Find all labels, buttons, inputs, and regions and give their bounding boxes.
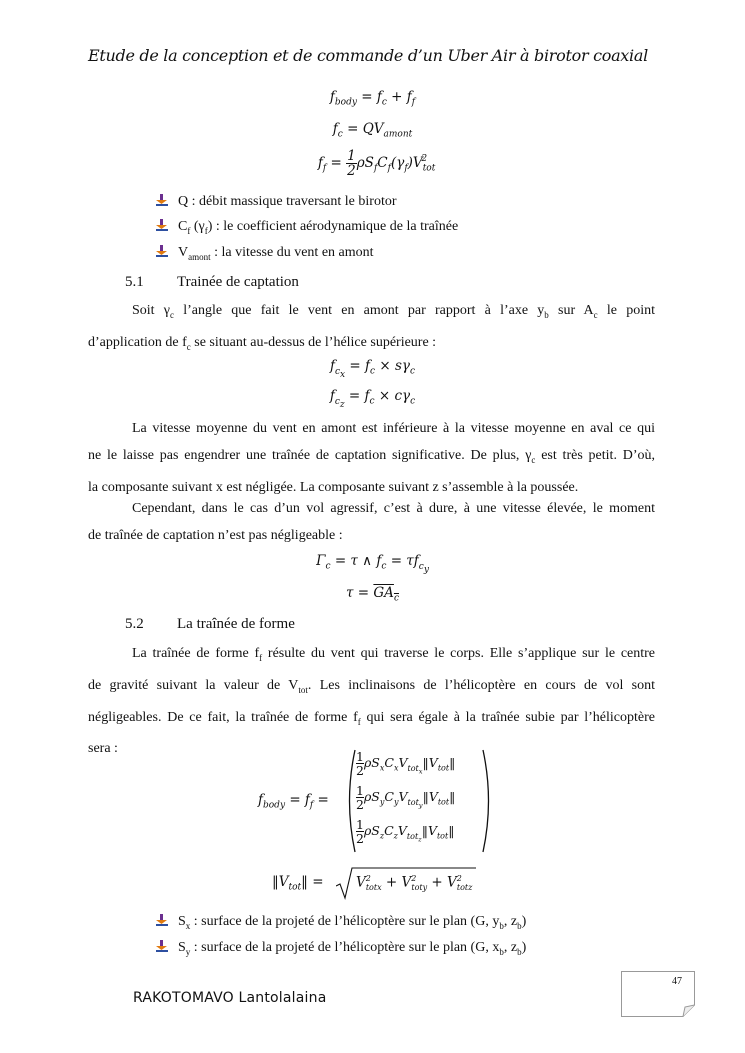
bullet-arrow-icon xyxy=(155,940,169,952)
bullet-sx: $S_x$ : surface de la projeté de l’hélicoptère sur le plan (G, $y_b$, $z_b$) xyxy=(155,914,526,931)
bullet-vamont: $V_{amont}$ : la vitesse du vent en amont xyxy=(155,245,374,262)
bullet-sy: $S_y$ : surface de la projeté de l’hélicoptère sur le plan (G, $x_b$, $z_b$) xyxy=(155,940,526,957)
right-paren xyxy=(480,748,496,854)
matrix-row-x: $\frac{1}{2}$ $\rho S_xC_xV_{tot_x}‖V_{tot}‖$ xyxy=(356,749,456,778)
footer-author: RAKOTOMAVO Lantolalaina xyxy=(133,990,327,1006)
paragraph-captation: Soit $\gamma_c$ l’angle que fait le vent en amont par rapport à l’axe $y_b$ sur $A_c$ le point d’application de $f_c$ se situant au-dessus de l’hélice supérieure : xyxy=(88,303,655,352)
section-heading-5-1: 5.1 Trainée de captation xyxy=(125,274,299,290)
equation-ff: $f_f$ = $\frac{1}{2}$ $\rho S_fC_f(\gamma_f)V_{tot}^2$ xyxy=(317,148,436,179)
bullet-q: Q : débit massique traversant le birotor xyxy=(155,194,397,210)
equation-gamma: $\Gamma_c = \tau$ ∧ $f_c = \tau f_{c_y}$ xyxy=(316,553,429,575)
equation-fcz: $f_{c_z} = f_c \times c\gamma_c$ xyxy=(329,388,416,410)
page-number: 47 xyxy=(672,976,682,987)
bullet-arrow-icon xyxy=(155,245,169,257)
matrix-row-y: $\frac{1}{2}$ $\rho S_yC_yV_{tot_y}‖V_{tot}‖$ xyxy=(356,783,456,812)
section-heading-5-2: 5.2 La traînée de forme xyxy=(125,616,295,632)
equation-norm-vtot: $‖V_{tot}‖$ = $V^2_{totx} + V^2_{toty} + V^2_{totz}$ xyxy=(272,866,492,900)
bullet-cf: $C_f$ $(\gamma_f)$ : le coefficient aérodynamique de la traînée xyxy=(155,219,458,236)
paragraph-vitesse: La vitesse moyenne du vent en amont est inférieure à la vitesse moyenne en aval ce qui ne le laisse pas engendrer une traînée de captation significative. De plus, $\gamma_c$ est très petit. D’où, la composante suivant x est négligée. La composante suivant z s’assemble à la poussée. xyxy=(88,421,656,495)
bullet-arrow-icon xyxy=(155,914,169,926)
bullet-arrow-icon xyxy=(155,194,169,206)
equation-tau: $\tau = GA_c$ xyxy=(346,585,399,604)
paragraph-vol-agressif: Cependant, dans le cas d’un vol agressif, c’est à dure, à une vitesse élevée, le moment de traînée de captation n’est pas négligeable : xyxy=(88,501,655,543)
document-header: Etude de la conception et de commande d’un Uber Air à birotor coaxial xyxy=(88,46,648,65)
matrix-row-z: $\frac{1}{2}$ $\rho S_zC_zV_{tot_z}‖V_{tot}‖$ xyxy=(356,817,455,846)
equation-fbody: $f_{body} = f_c + f_f$ xyxy=(329,89,416,108)
bullet-arrow-icon xyxy=(155,219,169,231)
equation-matrix-fbody: $f_{body} = f_f$ = $\frac{1}{2}$ $\rho S_xC_xV_{tot_x}‖V_{tot}‖$ $\frac{1}{2}$ $\rho S_yC_yV_{tot_y}‖V_{tot}‖$ $\frac{1}{2}$ $\rho S_zC_zV_{tot_z}‖V_{tot}‖$ xyxy=(258,748,498,854)
paragraph-forme: La traînée de forme $f_f$ résulte du vent qui traverse le corps. Elle s’applique sur le centre de gravité suivant la valeur de $V_{tot}$. Les inclinaisons de l’hélicoptère en cours de vol sont négligeables. De ce fait, la traînée de forme $f_f$ qui sera égale à la traînée subie par l’hélicoptère sera : xyxy=(88,646,656,757)
equation-fcx: $f_{c_x} = f_c \times s\gamma_c$ xyxy=(329,358,415,380)
equation-fc: $f_c = QV_{amont}$ xyxy=(332,121,413,140)
page-number-box xyxy=(621,971,695,1017)
